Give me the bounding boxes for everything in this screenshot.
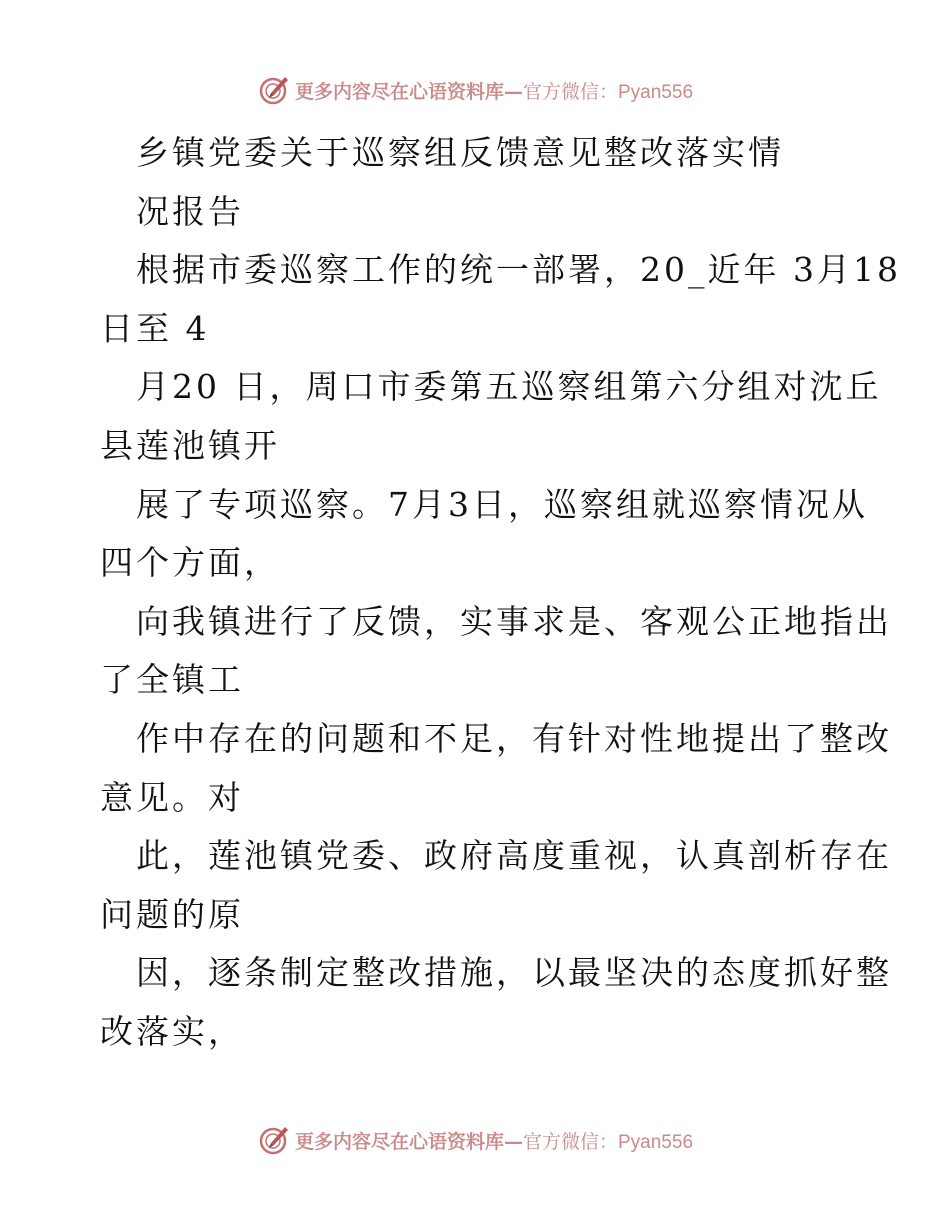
document-line: 乡镇党委关于巡察组反馈意见整改落实情 — [136, 133, 784, 172]
document-line: 四个方面， — [100, 543, 280, 583]
pen-logo-icon — [257, 1123, 291, 1157]
header-watermark — [0, 70, 950, 110]
document-body — [0, 124, 950, 1062]
document-line: 因，逐条制定整改措施，以最坚决的态度抓好整 — [136, 953, 892, 993]
pen-logo-icon — [257, 73, 291, 107]
watermark-wechat-text: 官方微信：Pyan556 — [523, 1131, 694, 1153]
document-line: 月20 日，周口市委第五巡察组第六分组对沈丘 — [136, 367, 882, 407]
document-line: 日至 4 — [100, 308, 210, 348]
document-line: 意见。对 — [100, 777, 244, 817]
document-line: 县莲池镇开 — [100, 425, 280, 465]
document-line: 问题的原 — [100, 894, 244, 934]
watermark-site-text: 更多内容尽在心语资料库— — [294, 1130, 523, 1153]
document-line: 此，莲池镇党委、政府高度重视，认真剖析存在 — [136, 836, 892, 876]
document-line: 改落实， — [100, 1011, 244, 1051]
document-line: 况报告 — [136, 191, 244, 231]
document-line: 向我镇进行了反馈，实事求是、客观公正地指出 — [136, 601, 892, 641]
watermark-wechat-text: 官方微信：Pyan556 — [523, 81, 694, 103]
document-line: 展了专项巡察。7月3日，巡察组就巡察情况从 — [136, 484, 868, 524]
document-line: 作中存在的问题和不足，有针对性地提出了整改 — [136, 718, 892, 758]
footer-watermark — [0, 1120, 950, 1160]
document-line: 了全镇工 — [100, 660, 244, 700]
watermark-site-text: 更多内容尽在心语资料库— — [294, 80, 523, 103]
document-line: 根据市委巡察工作的统一部署，20_近年 3月18 — [136, 250, 901, 290]
